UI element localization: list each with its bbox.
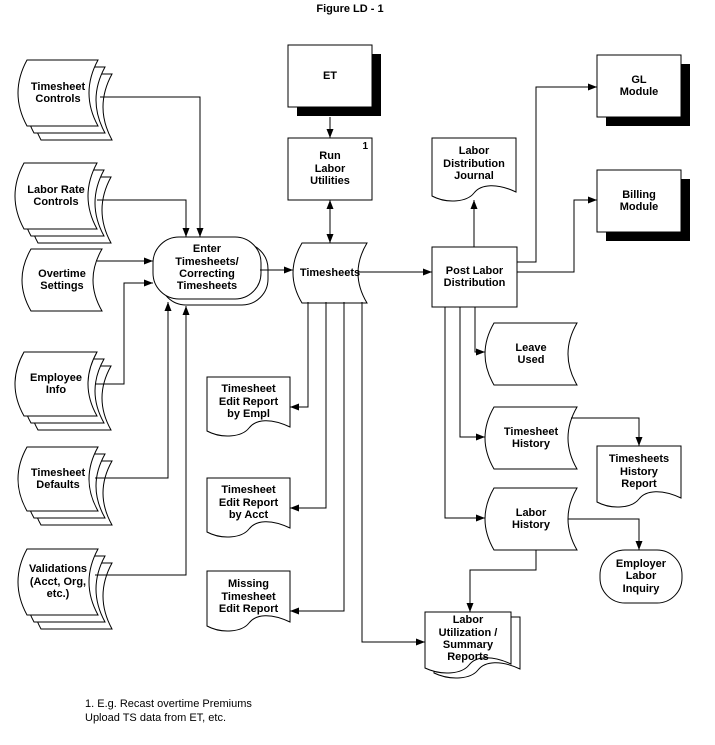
connector-timesheets-to-labor-utilization <box>362 302 425 642</box>
connector-validations-to-enter <box>95 306 186 575</box>
connector-timesheet-defaults-to-enter <box>95 302 168 478</box>
connector-post-labor-to-labor-history <box>445 307 485 518</box>
enter-timesheets-label: Enter Timesheets/ Correcting Timesheets <box>175 243 239 293</box>
et-box-label: ET <box>322 69 338 82</box>
figure-title: Figure LD - 1 <box>316 3 384 15</box>
labor-history-label: Labor History <box>512 506 550 531</box>
connector-labor-history-to-labor-utilization <box>470 550 536 612</box>
connector-timesheets-to-edit-report-empl <box>290 302 308 407</box>
billing-module-label: Billing Module <box>619 188 659 213</box>
connector-post-labor-to-timesheet-history <box>460 307 485 437</box>
connector-timesheet-controls-to-enter <box>100 97 200 237</box>
gl-module-label: GL Module <box>619 73 659 98</box>
connector-post-labor-to-billing-module <box>517 200 597 272</box>
connector-labor-history-to-employer-inquiry <box>568 519 639 550</box>
connector-labor-rate-controls-to-enter <box>97 200 186 237</box>
validations-label: Validations (Acct, Org, etc.) <box>28 563 88 601</box>
employee-info-label: Employee Info <box>30 371 82 396</box>
timesheet-defaults-label: Timesheet Defaults <box>30 466 86 491</box>
run-labor-utilities-note-ref: 1 <box>362 141 368 152</box>
connector-timesheet-history-to-report <box>571 418 639 446</box>
connector-post-labor-to-leave-used <box>475 307 485 352</box>
overtime-settings-label: Overtime Settings <box>38 267 86 292</box>
labor-distribution-journal-label: Labor Distribution Journal <box>443 145 505 183</box>
ts-edit-report-acct-label: Timesheet Edit Report by Acct <box>218 484 279 522</box>
connector-timesheets-to-missing-edit-report <box>290 302 344 611</box>
ts-edit-report-empl-label: Timesheet Edit Report by Empl <box>218 383 279 421</box>
employer-labor-inquiry-label: Employer Labor Inquiry <box>615 557 667 595</box>
run-labor-utilities-label: Run Labor Utilities <box>310 150 350 188</box>
figure-footnote: 1. E.g. Recast overtime Premiums Upload TS data from ET, etc. <box>85 698 252 724</box>
timesheets-label: Timesheets <box>299 266 361 279</box>
timesheets-history-report-label: Timesheets History Report <box>608 453 670 491</box>
leave-used-label: Leave Used <box>515 341 547 366</box>
timesheet-controls-label: Timesheet Controls <box>30 80 86 105</box>
post-labor-distribution-label: Post Labor Distribution <box>443 264 506 289</box>
missing-ts-edit-report-label: Missing Timesheet Edit Report <box>218 578 279 616</box>
labor-rate-controls-label: Labor Rate Controls <box>27 183 85 208</box>
timesheet-history-label: Timesheet History <box>503 425 559 450</box>
connector-post-labor-to-gl-module <box>517 87 597 262</box>
labor-utilization-label: Labor Utilization / Summary Reports <box>438 614 498 664</box>
